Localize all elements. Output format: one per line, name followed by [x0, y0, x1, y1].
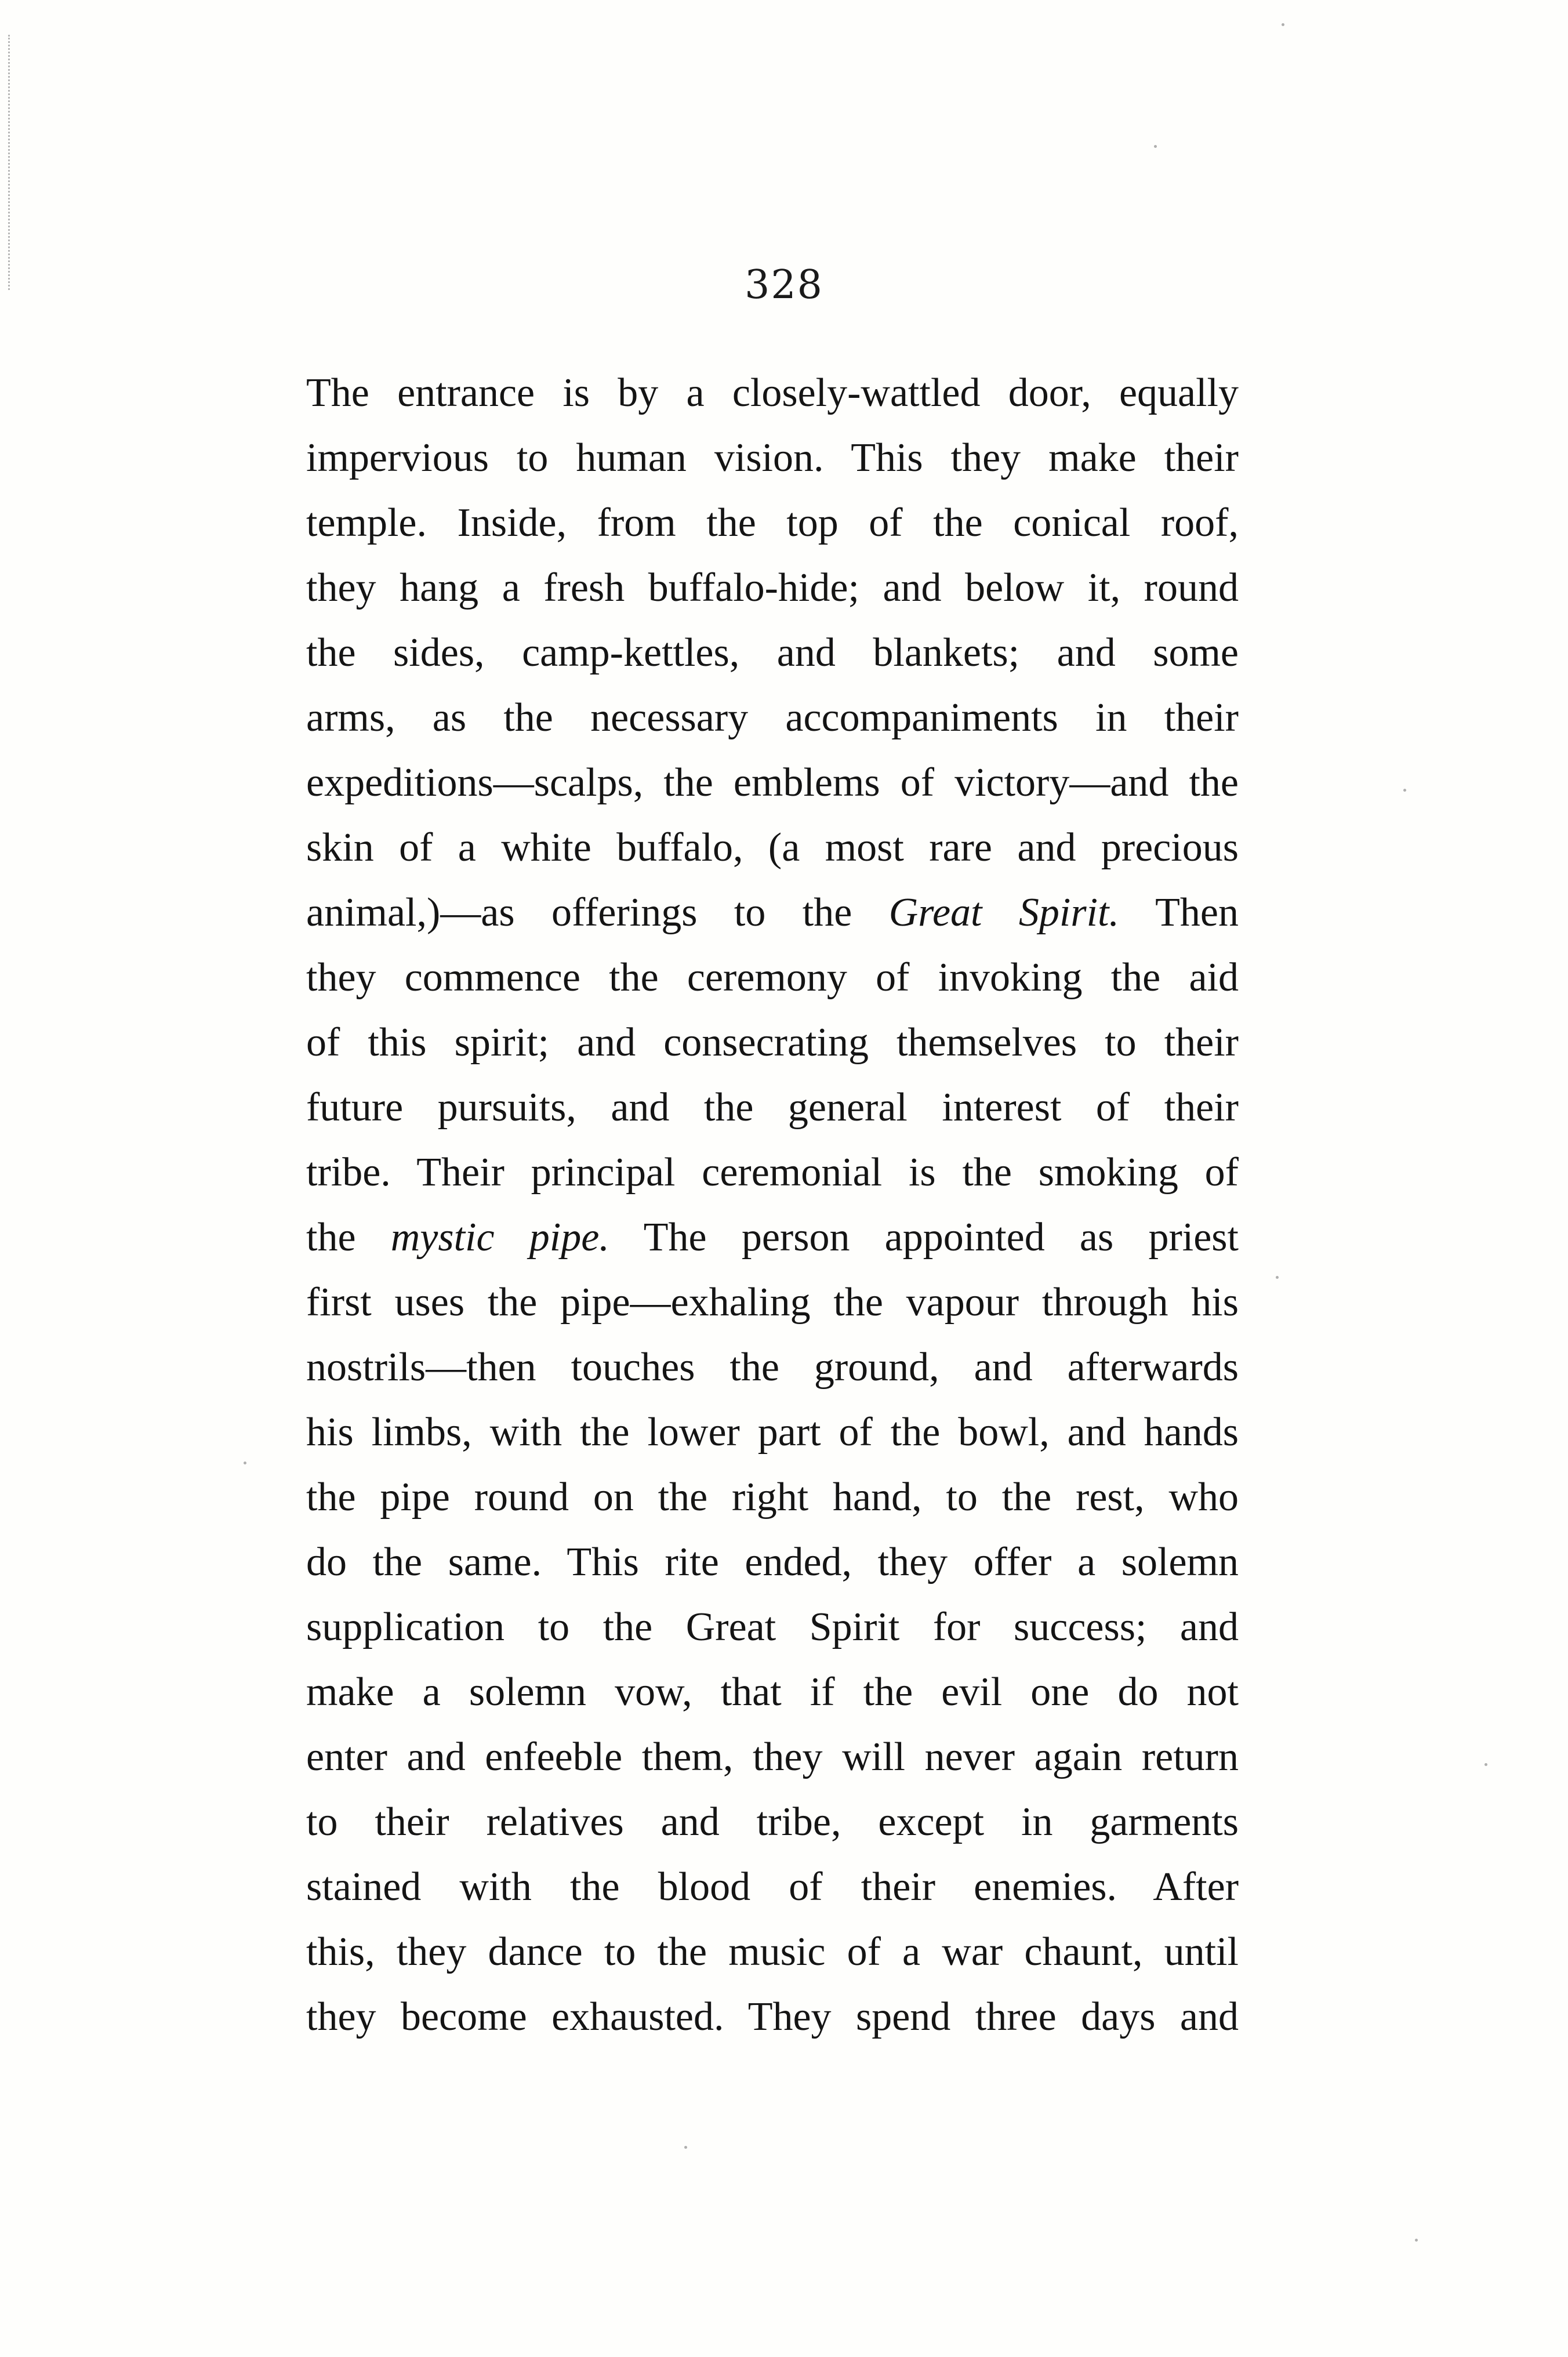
- paper-speck: [1484, 1763, 1487, 1766]
- text-line: skin of a white buffalo, (a most rare and precious: [306, 825, 1239, 870]
- text-line: first uses the pipe—exhaling the vapour through his: [306, 1280, 1239, 1325]
- text-line: arms, as the necessary accompaniments in their: [306, 695, 1239, 740]
- text-line: supplication to the Great Spirit for success; and: [306, 1605, 1239, 1649]
- text-line: they become exhausted. They spend three days and: [306, 1995, 1239, 2039]
- text-line: of this spirit; and consecrating themselves to their: [306, 1020, 1239, 1065]
- text-line: this, they dance to the music of a war chaunt, until: [306, 1930, 1239, 1974]
- text-line: animal,)—as offerings to the Great Spirit. Then: [306, 890, 1239, 935]
- text-line: enter and enfeeble them, they will never again return: [306, 1735, 1239, 1779]
- italic-phrase: mystic pipe.: [390, 1215, 609, 1260]
- text-line: his limbs, with the lower part of the bowl, and hands: [306, 1410, 1239, 1455]
- text-line: the mystic pipe. The person appointed as priest: [306, 1215, 1239, 1260]
- body-text: [306, 361, 1239, 2050]
- text-line: temple. Inside, from the top of the conical roof,: [306, 501, 1239, 545]
- text-line: expeditions—scalps, the emblems of victory—and the: [306, 760, 1239, 805]
- paper-speck: [1276, 1276, 1279, 1279]
- paper-speck: [1415, 2239, 1418, 2242]
- text-line: stained with the blood of their enemies. After: [306, 1865, 1239, 1909]
- paper-speck: [1403, 789, 1406, 792]
- page-number: 328: [745, 262, 823, 308]
- text-line: the sides, camp-kettles, and blankets; and some: [306, 630, 1239, 675]
- text-line: future pursuits, and the general interest of their: [306, 1085, 1239, 1130]
- text-line: The entrance is by a closely-wattled door, equally: [306, 371, 1239, 415]
- text-line: they hang a fresh buffalo-hide; and below it, round: [306, 565, 1239, 610]
- paper-speck: [1282, 23, 1284, 26]
- paper-speck: [684, 2146, 687, 2149]
- text-line: do the same. This rite ended, they offer a solemn: [306, 1540, 1239, 1584]
- text-line: make a solemn vow, that if the evil one do not: [306, 1670, 1239, 1714]
- paper-speck: [244, 1462, 246, 1464]
- text-line: the pipe round on the right hand, to the rest, who: [306, 1475, 1239, 1520]
- text-line: tribe. Their principal ceremonial is the smoking of: [306, 1150, 1239, 1195]
- scan-edge-dots: [8, 35, 12, 290]
- text-line: impervious to human vision. This they make their: [306, 436, 1239, 480]
- italic-phrase: Great Spirit.: [888, 890, 1119, 935]
- text-line: to their relatives and tribe, except in garments: [306, 1800, 1239, 1844]
- text-line: nostrils—then touches the ground, and afterwards: [306, 1345, 1239, 1390]
- text-line: they commence the ceremony of invoking the aid: [306, 955, 1239, 1000]
- paper-speck: [1154, 145, 1157, 148]
